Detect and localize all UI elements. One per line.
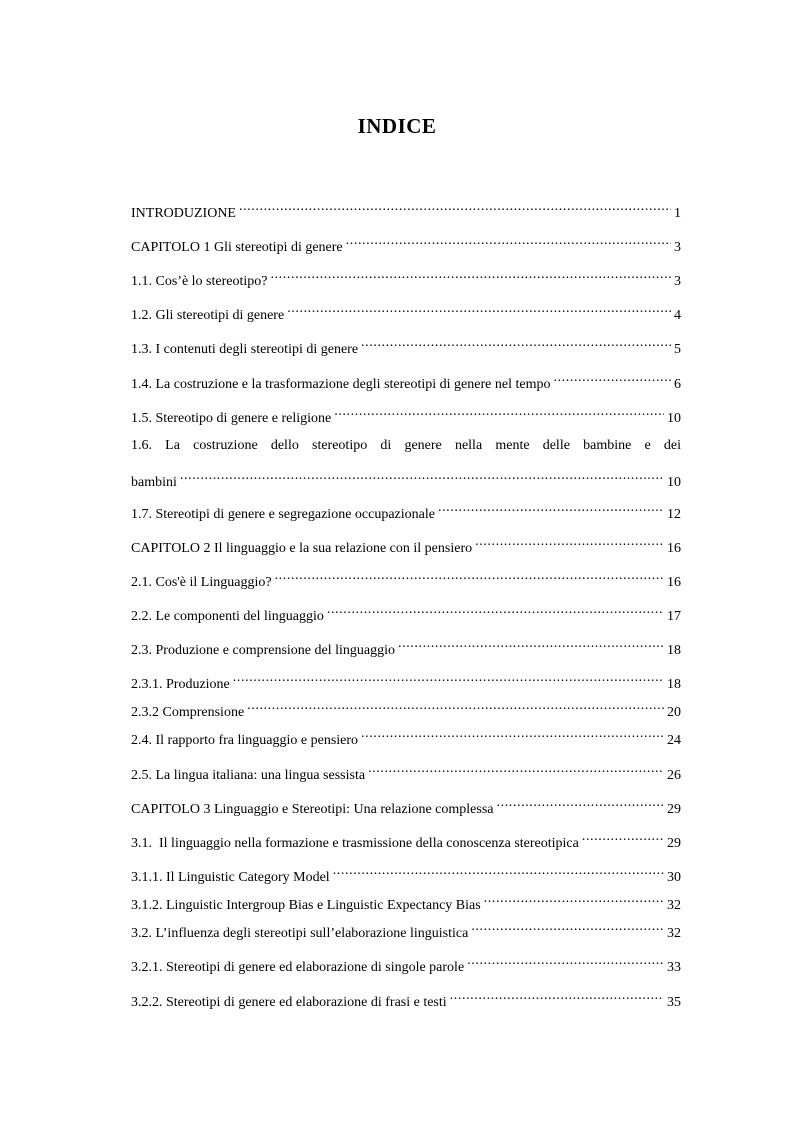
toc-page-number: 32 <box>667 898 681 913</box>
toc-entry-capitolo-1[interactable] <box>131 231 681 255</box>
toc-entry-title: 1.4. La costruzione e la trasformazione degli stereotipi di genere nel tempo <box>131 377 551 392</box>
toc-entry-1-6[interactable] <box>131 436 681 488</box>
toc-page-number: 16 <box>667 575 681 590</box>
toc-leader-dots <box>398 634 664 654</box>
toc-page-number: 4 <box>674 308 681 323</box>
toc-entry-2-4[interactable] <box>131 724 681 748</box>
toc-entry-line2 <box>131 466 681 490</box>
toc-entry-3-1-2[interactable] <box>131 889 681 913</box>
toc-page-number: 26 <box>667 768 681 783</box>
toc-leader-dots <box>239 197 671 217</box>
toc-entry-2-3-2[interactable] <box>131 696 681 720</box>
toc-entry-title: 1.3. I contenuti degli stereotipi di genere <box>131 342 359 357</box>
toc-page-number: 5 <box>674 342 681 357</box>
toc-entry-1-1[interactable] <box>131 265 681 289</box>
toc-entry-title: CAPITOLO 2 Il linguaggio e la sua relazione con il pensiero <box>131 541 473 556</box>
toc-entry-title: 3.2.2. Stereotipi di genere ed elaborazione di frasi e testi <box>131 995 447 1010</box>
toc-entry-title: 2.2. Le componenti del linguaggio <box>131 609 324 624</box>
toc-entry-3-1-1[interactable] <box>131 861 681 885</box>
toc-entry-1-7[interactable] <box>131 498 681 522</box>
toc-entry-1-2[interactable] <box>131 299 681 323</box>
toc-entry-title: 1.7. Stereotipi di genere e segregazione occupazionale <box>131 507 435 522</box>
toc-leader-dots <box>471 917 664 937</box>
page-title: INDICE <box>357 114 437 138</box>
toc-leader-dots <box>334 402 664 422</box>
toc-entry-title: INTRODUZIONE <box>131 206 236 221</box>
toc-entry-3-2-1[interactable] <box>131 951 681 975</box>
toc-entry-introduzione[interactable] <box>131 197 681 221</box>
toc-entry-title: 3.2. L’influenza degli stereotipi sull’elaborazione linguistica <box>131 926 469 941</box>
toc-page-number: 20 <box>667 705 681 720</box>
toc-entry-3-2[interactable] <box>131 917 681 941</box>
toc-page-number: 1 <box>674 206 681 221</box>
toc-leader-dots <box>361 333 671 353</box>
toc-leader-dots <box>287 299 671 319</box>
toc-leader-dots <box>180 466 664 486</box>
toc-page-number: 3 <box>674 240 681 255</box>
toc-page-number: 24 <box>667 733 681 748</box>
toc-entry-title: 2.1. Cos'è il Linguaggio? <box>131 575 272 590</box>
toc-leader-dots <box>438 498 664 518</box>
toc-entry-capitolo-3[interactable] <box>131 793 681 817</box>
toc-leader-dots <box>497 793 665 813</box>
toc-entry-3-2-2[interactable] <box>131 986 681 1010</box>
toc-leader-dots <box>475 532 664 552</box>
toc-leader-dots <box>553 368 671 388</box>
toc-page-number: 6 <box>674 377 681 392</box>
toc-entry-2-1[interactable] <box>131 566 681 590</box>
toc-leader-dots <box>270 265 671 285</box>
toc-leader-dots <box>361 724 664 744</box>
toc-leader-dots <box>582 827 664 847</box>
toc-entry-title: 2.3.2 Comprensione <box>131 705 245 720</box>
toc-entry-title: CAPITOLO 3 Linguaggio e Stereotipi: Una relazione complessa <box>131 802 494 817</box>
toc-entry-title: 1.2. Gli stereotipi di genere <box>131 308 285 323</box>
toc-entry-title: 2.5. La lingua italiana: una lingua sessista <box>131 768 366 783</box>
toc-entry-title: 1.5. Stereotipo di genere e religione <box>131 411 332 426</box>
toc-entry-1-3[interactable] <box>131 333 681 357</box>
toc-entry-title: 2.3.1. Produzione <box>131 677 230 692</box>
toc-page-number: 33 <box>667 960 681 975</box>
toc-entry-title-line2: bambini <box>131 475 177 490</box>
toc-leader-dots <box>275 566 664 586</box>
toc-entry-1-5[interactable] <box>131 402 681 426</box>
toc-page-number: 30 <box>667 870 681 885</box>
toc-page-number: 17 <box>667 609 681 624</box>
toc-leader-dots <box>346 231 671 251</box>
toc-entry-title: 3.1. Il linguaggio nella formazione e trasmissione della conoscenza stereotipica <box>131 836 579 851</box>
toc-entry-title-line1: 1.6. La costruzione dello stereotipo di genere nella mente delle bambine e dei <box>131 438 681 453</box>
toc-entry-title: 3.2.1. Stereotipi di genere ed elaborazione di singole parole <box>131 960 465 975</box>
toc-page-number: 18 <box>667 677 681 692</box>
toc-page-number: 29 <box>667 802 681 817</box>
toc-entry-title: 2.4. Il rapporto fra linguaggio e pensiero <box>131 733 359 748</box>
toc-leader-dots <box>233 668 664 688</box>
toc-page-number: 3 <box>674 274 681 289</box>
toc-leader-dots <box>333 861 664 881</box>
toc-page-number: 18 <box>667 643 681 658</box>
toc-page-number: 29 <box>667 836 681 851</box>
toc-page-number: 10 <box>667 411 681 426</box>
toc-page-number: 32 <box>667 926 681 941</box>
toc-page-number: 35 <box>667 995 681 1010</box>
toc-entry-2-3-1[interactable] <box>131 668 681 692</box>
toc-entry-title: 3.1.1. Il Linguistic Category Model <box>131 870 330 885</box>
toc-entry-title: 3.1.2. Linguistic Intergroup Bias e Linguistic Expectancy Bias <box>131 898 481 913</box>
toc-entry-2-2[interactable] <box>131 600 681 624</box>
toc-entry-title: CAPITOLO 1 Gli stereotipi di genere <box>131 240 343 255</box>
toc-entry-3-1[interactable] <box>131 827 681 851</box>
toc-leader-dots <box>247 696 664 716</box>
toc-leader-dots <box>467 951 664 971</box>
toc-page-number: 12 <box>667 507 681 522</box>
toc-entry-title: 2.3. Produzione e comprensione del linguaggio <box>131 643 395 658</box>
toc-page-number: 16 <box>667 541 681 556</box>
toc-leader-dots <box>327 600 664 620</box>
toc-leader-dots <box>484 889 664 909</box>
toc-entry-1-4[interactable] <box>131 368 681 392</box>
toc-leader-dots <box>450 986 664 1006</box>
toc-leader-dots <box>368 759 664 779</box>
toc-entry-2-5[interactable] <box>131 759 681 783</box>
toc-page-number: 10 <box>667 475 681 490</box>
toc-entry-2-3[interactable] <box>131 634 681 658</box>
toc-entry-capitolo-2[interactable] <box>131 532 681 556</box>
toc-entry-title: 1.1. Cos’è lo stereotipo? <box>131 274 268 289</box>
